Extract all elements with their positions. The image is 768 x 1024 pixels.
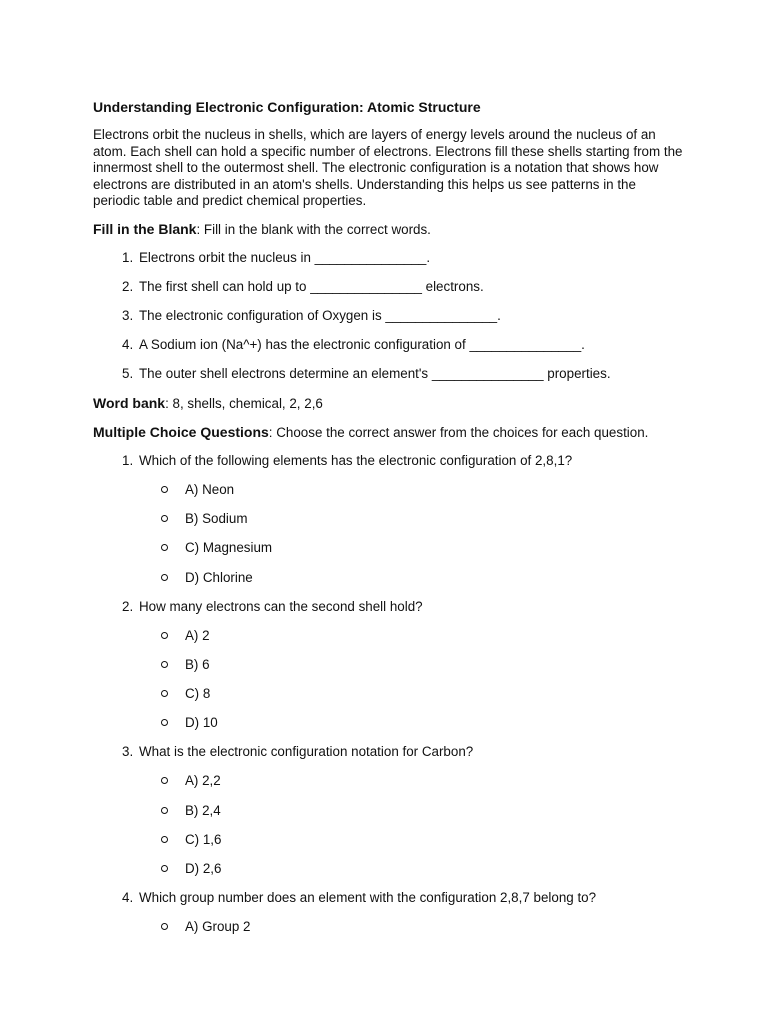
fill-blank-label: Fill in the Blank <box>93 220 197 237</box>
option-item <box>139 656 683 674</box>
item-text: The electronic configuration of Oxygen is _______________. <box>139 307 501 323</box>
circle-bullet-icon <box>161 544 168 551</box>
fill-blank-list <box>93 249 683 383</box>
circle-bullet-icon <box>161 486 168 493</box>
fill-blank-instruction: : Fill in the blank with the correct words. <box>196 221 431 237</box>
fill-blank-heading <box>93 220 683 239</box>
option-text: C) 8 <box>185 686 211 702</box>
fill-blank-item <box>93 249 683 267</box>
item-number: 5. <box>122 365 134 381</box>
option-text: B) 6 <box>185 656 210 672</box>
circle-bullet-icon <box>161 807 168 814</box>
circle-bullet-icon <box>161 836 168 843</box>
circle-bullet-icon <box>161 515 168 522</box>
option-list <box>139 481 683 587</box>
item-text: The outer shell electrons determine an element's _______________ properties. <box>139 365 611 381</box>
option-item <box>139 802 683 820</box>
mcq-question <box>93 452 683 587</box>
option-text: A) 2 <box>185 627 210 643</box>
fill-blank-item <box>93 365 683 383</box>
circle-bullet-icon <box>161 923 168 930</box>
circle-bullet-icon <box>161 777 168 784</box>
option-list <box>139 772 683 878</box>
item-number: 4. <box>122 336 134 352</box>
option-item <box>139 714 683 732</box>
document-content <box>93 97 683 947</box>
option-item <box>139 539 683 557</box>
option-list <box>139 627 683 733</box>
word-bank <box>93 394 683 413</box>
question-text: What is the electronic configuration notation for Carbon? <box>139 744 474 760</box>
option-list <box>139 918 683 936</box>
fill-blank-item <box>93 278 683 296</box>
item-text: A Sodium ion (Na^+) has the electronic configuration of _______________. <box>139 336 585 352</box>
item-text: The first shell can hold up to _______________ electrons. <box>139 278 484 294</box>
option-text: A) 2,2 <box>185 773 221 789</box>
item-number: 1. <box>122 249 134 265</box>
intro-paragraph: Electrons orbit the nucleus in shells, which are layers of energy levels around the nucleus of an atom. Each shell can hold a specific number of electrons. Electrons fill these shells starting from the innermost shell to the outermost shell. The electronic configuration is a notation that shows how electrons are distributed in an atom's shells. Understanding this helps us see patterns in the periodic table and predict chemical properties. <box>93 127 683 209</box>
fill-blank-item <box>93 307 683 325</box>
option-text: B) Sodium <box>185 511 248 527</box>
option-item <box>139 918 683 936</box>
option-text: A) Neon <box>185 481 235 497</box>
fill-blank-item <box>93 336 683 354</box>
word-bank-label: Word bank <box>93 394 166 411</box>
circle-bullet-icon <box>161 719 168 726</box>
question-text: How many electrons can the second shell hold? <box>139 598 423 614</box>
word-bank-text: : 8, shells, chemical, 2, 2,6 <box>165 395 323 411</box>
question-text: Which group number does an element with the configuration 2,8,7 belong to? <box>139 890 597 906</box>
mcq-question <box>93 889 683 936</box>
mcq-list <box>93 452 683 936</box>
option-item <box>139 772 683 790</box>
mcq-question <box>93 598 683 733</box>
option-item <box>139 860 683 878</box>
mcq-heading <box>93 423 683 442</box>
option-item <box>139 569 683 587</box>
option-text: C) Magnesium <box>185 540 273 556</box>
circle-bullet-icon <box>161 661 168 668</box>
option-text: D) 10 <box>185 715 218 731</box>
question-number: 2. <box>122 598 134 614</box>
option-item <box>139 831 683 849</box>
question-number: 4. <box>122 890 134 906</box>
circle-bullet-icon <box>161 632 168 639</box>
mcq-question <box>93 743 683 878</box>
circle-bullet-icon <box>161 865 168 872</box>
option-text: D) Chlorine <box>185 569 253 585</box>
question-number: 1. <box>122 452 134 468</box>
option-item <box>139 510 683 528</box>
circle-bullet-icon <box>161 574 168 581</box>
option-text: B) 2,4 <box>185 802 221 818</box>
item-text: Electrons orbit the nucleus in _______________. <box>139 249 431 265</box>
option-text: C) 1,6 <box>185 831 222 847</box>
option-item <box>139 481 683 499</box>
mcq-instruction: : Choose the correct answer from the choices for each question. <box>268 424 649 440</box>
question-text: Which of the following elements has the electronic configuration of 2,8,1? <box>139 452 573 468</box>
option-text: D) 2,6 <box>185 861 222 877</box>
page-title: Understanding Electronic Configuration: Atomic Structure <box>93 99 481 115</box>
mcq-label: Multiple Choice Questions <box>93 423 269 440</box>
option-item <box>139 627 683 645</box>
option-text: A) Group 2 <box>185 919 251 935</box>
circle-bullet-icon <box>161 690 168 697</box>
option-item <box>139 685 683 703</box>
item-number: 2. <box>122 278 134 294</box>
item-number: 3. <box>122 307 134 323</box>
question-number: 3. <box>122 744 134 760</box>
